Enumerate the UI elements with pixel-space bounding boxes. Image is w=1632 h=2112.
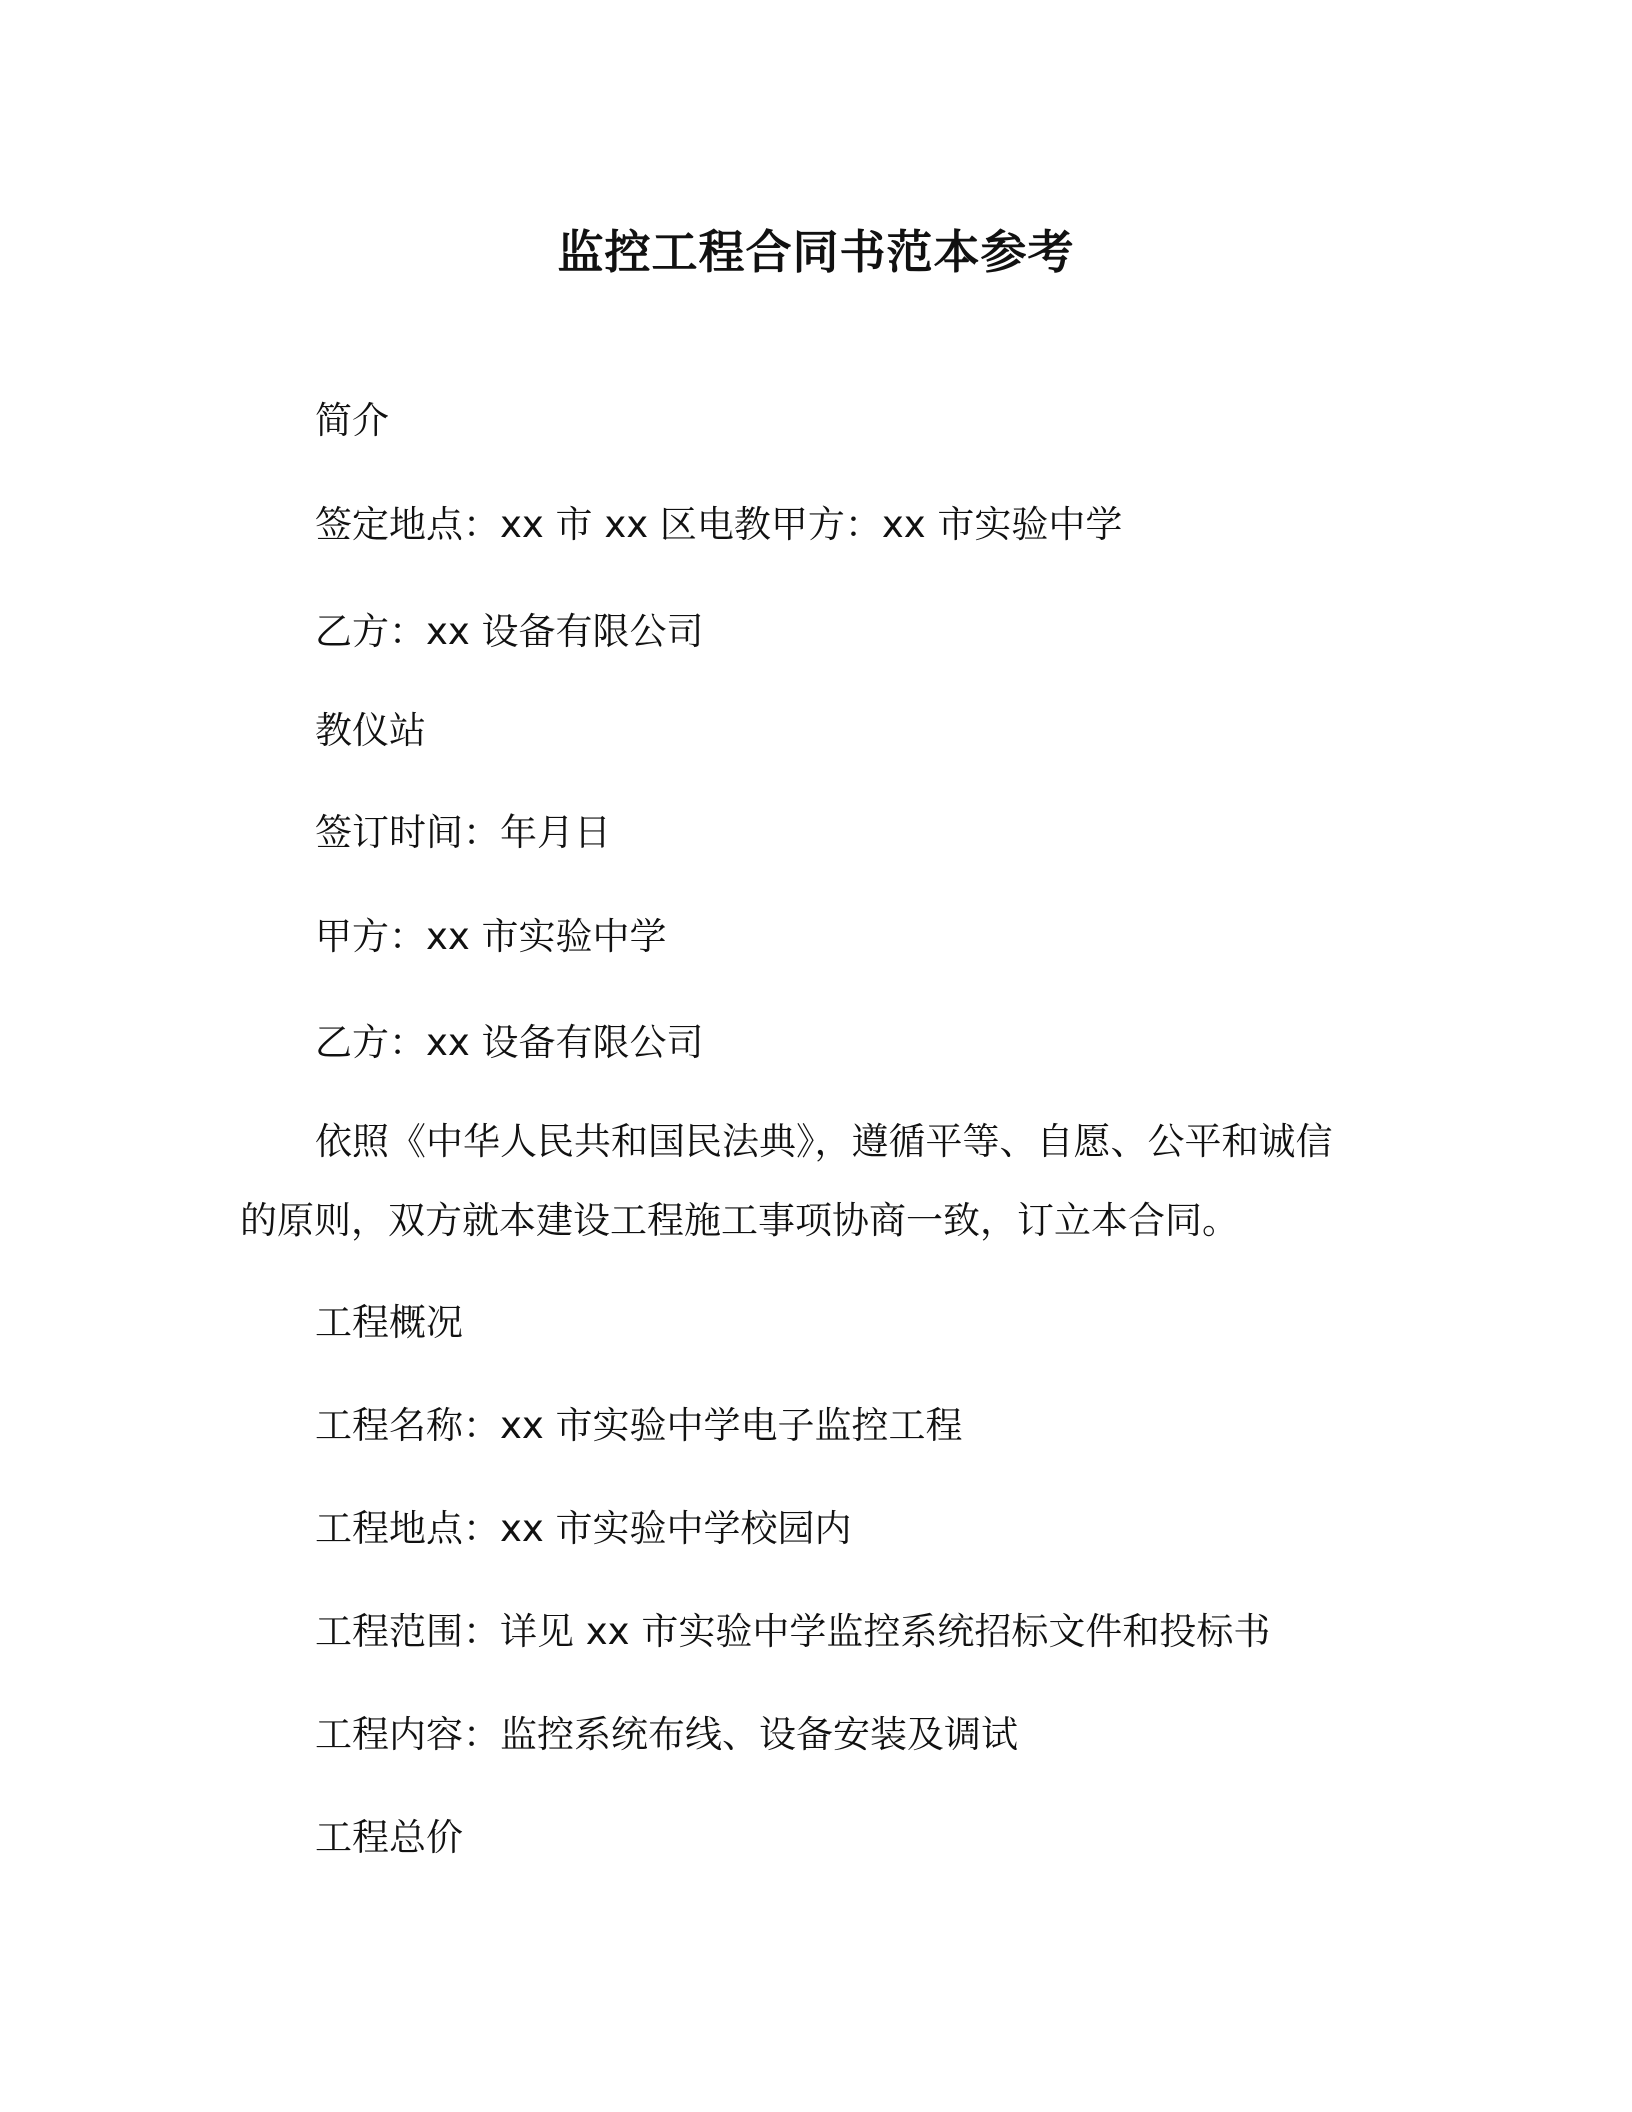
party-b-line-2: 乙方：xx 设备有限公司 bbox=[315, 1021, 704, 1064]
project-scope-line: 工程范围：详见 xx 市实验中学监控系统招标文件和投标书 bbox=[315, 1610, 1271, 1653]
document-title: 监控工程合同书范本参考 bbox=[557, 225, 1075, 279]
paragraph-line-2: 的原则，双方就本建设工程施工事项协商一致，订立本合同。 bbox=[240, 1199, 1239, 1242]
section-heading-intro: 简介 bbox=[315, 399, 389, 442]
party-a-line: 甲方：xx 市实验中学 bbox=[315, 915, 667, 958]
section-heading-project-overview: 工程概况 bbox=[315, 1301, 463, 1344]
paragraph-line-1: 依照《中华人民共和国民法典》，遵循平等、自愿、公平和诚信 bbox=[315, 1120, 1333, 1163]
signing-time-line: 签订时间：年月日 bbox=[315, 811, 611, 854]
signing-place-line: 签定地点：xx 市 xx 区电教甲方：xx 市实验中学 bbox=[315, 503, 1123, 546]
project-content-line: 工程内容：监控系统布线、设备安装及调试 bbox=[315, 1713, 1018, 1756]
section-heading-total-price: 工程总价 bbox=[315, 1816, 463, 1859]
party-b-line: 乙方：xx 设备有限公司 bbox=[315, 610, 704, 653]
teaching-station-line: 教仪站 bbox=[315, 709, 426, 752]
project-name-line: 工程名称：xx 市实验中学电子监控工程 bbox=[315, 1404, 963, 1447]
project-location-line: 工程地点：xx 市实验中学校园内 bbox=[315, 1507, 852, 1550]
